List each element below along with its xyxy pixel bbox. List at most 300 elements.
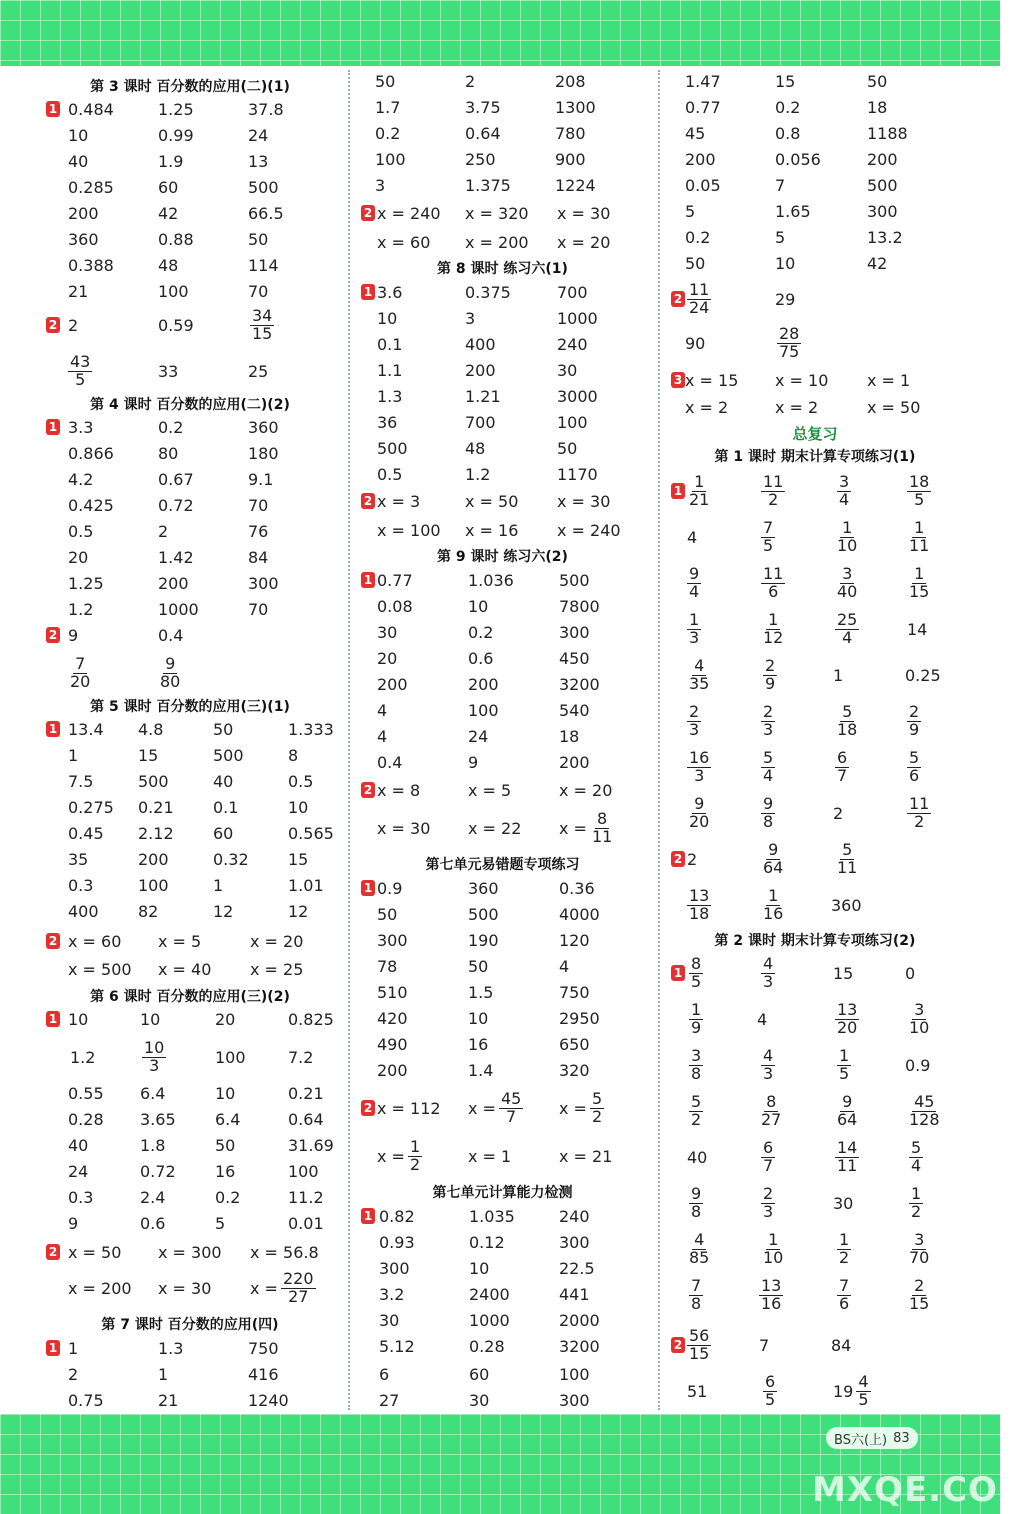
answer-row xyxy=(355,172,650,198)
answer-text: 1.375 xyxy=(465,175,511,195)
denominator: 64 xyxy=(763,857,784,877)
answer-cell xyxy=(377,200,441,226)
answer-cell xyxy=(685,250,705,276)
answer-text: x = 1 xyxy=(867,370,911,390)
answer-text: 0.3 xyxy=(68,1187,94,1207)
answer-text: 1170 xyxy=(557,464,598,484)
denominator: 128 xyxy=(909,1109,940,1129)
numerator: 13 xyxy=(837,999,858,1019)
answer-cell xyxy=(867,146,898,172)
answer-cell xyxy=(867,172,898,198)
numerator: 2 xyxy=(909,701,920,721)
answer-text: 48 xyxy=(465,438,486,458)
answer-cell xyxy=(377,1133,422,1179)
answer-row xyxy=(355,927,650,953)
answer-cell xyxy=(559,671,600,697)
answer-cell xyxy=(685,146,716,172)
answer-cell xyxy=(469,1387,489,1413)
answer-cell xyxy=(559,1031,590,1057)
section-heading: 第 7 课时 百分数的应用(四) xyxy=(101,1317,279,1333)
answer-cell xyxy=(555,172,596,198)
answer-cell xyxy=(158,956,211,982)
answer-row xyxy=(355,279,650,305)
answer-cell xyxy=(559,979,590,1005)
numerator: 6 xyxy=(837,747,848,767)
answer-cell xyxy=(763,1368,777,1414)
answer-text: 0.93 xyxy=(379,1232,415,1252)
answer-row xyxy=(665,790,965,836)
fraction xyxy=(761,517,775,555)
denominator: 70 xyxy=(909,1247,930,1267)
answer-cell xyxy=(375,146,406,172)
answer-cell xyxy=(559,1203,590,1229)
answer-cell xyxy=(68,1335,78,1361)
answer-row xyxy=(355,120,650,146)
answer-cell xyxy=(837,1226,851,1272)
answer-text: 0.275 xyxy=(68,797,114,817)
denominator: 64 xyxy=(837,1109,858,1129)
answer-cell xyxy=(867,94,887,120)
numerator: 1 xyxy=(409,1136,421,1156)
answer-text: 100 xyxy=(468,700,499,720)
answer-text: 60 xyxy=(213,823,234,843)
answer-row xyxy=(355,1387,650,1413)
answer-cell xyxy=(775,94,800,120)
answer-row xyxy=(355,94,650,120)
answer-row xyxy=(665,950,965,996)
answer-row xyxy=(665,1272,965,1318)
answer-cell xyxy=(837,1042,851,1088)
answer-cell xyxy=(68,278,88,304)
answer-cell xyxy=(835,560,859,606)
page-number: 83 xyxy=(893,1430,910,1446)
answer-row xyxy=(40,1361,340,1387)
answer-cell xyxy=(250,1265,316,1311)
fraction xyxy=(689,999,703,1037)
answer-cell xyxy=(375,68,395,94)
fraction xyxy=(837,1045,851,1083)
answer-cell xyxy=(685,367,738,393)
answer-text: 2 xyxy=(833,803,844,823)
answer-text: 0.55 xyxy=(68,1083,104,1103)
answer-text: 37.8 xyxy=(248,99,284,119)
answer-text: 0.08 xyxy=(377,596,413,616)
answer-text: 1 xyxy=(833,665,844,685)
fraction xyxy=(907,1091,942,1129)
answer-row xyxy=(40,1239,340,1265)
answer-text: 200 xyxy=(377,1060,408,1080)
answer-cell xyxy=(759,1088,783,1134)
answer-cell xyxy=(687,652,711,698)
answer-cell xyxy=(68,440,114,466)
fraction xyxy=(761,701,775,739)
answer-cell xyxy=(775,146,821,172)
answer-text: 10 xyxy=(68,125,89,145)
answer-text: 12 xyxy=(213,901,234,921)
answer-text: 500 xyxy=(559,570,590,590)
answer-text: 13.4 xyxy=(68,719,104,739)
numerator: 11 xyxy=(909,793,930,813)
answer-text: 15 xyxy=(775,71,796,91)
answer-text: x = 1 xyxy=(468,1146,512,1166)
answer-cell xyxy=(777,320,801,366)
answer-cell xyxy=(465,357,496,383)
answer-row xyxy=(355,357,650,383)
answer-cell xyxy=(68,898,99,924)
answer-row xyxy=(665,1088,965,1134)
answer-cell xyxy=(288,716,334,742)
numerator: 3 xyxy=(842,563,853,583)
answer-text: 80 xyxy=(158,443,179,463)
answer-text: 2 xyxy=(68,1364,79,1384)
answer-row xyxy=(40,1006,340,1032)
answer-cell xyxy=(68,794,114,820)
answer-text: 0.5 xyxy=(68,521,94,541)
answer-text: x = 21 xyxy=(559,1146,613,1166)
numerator: 2 xyxy=(763,701,774,721)
answer-text: 416 xyxy=(248,1364,279,1384)
answer-cell xyxy=(468,1005,488,1031)
answer-text: 3000 xyxy=(557,386,598,406)
answer-cell xyxy=(557,229,610,255)
answer-text: 60 xyxy=(158,177,179,197)
answer-row xyxy=(355,68,650,94)
answer-text: x = 30 xyxy=(557,203,611,223)
answer-cell xyxy=(757,996,767,1042)
answer-text: 0.9 xyxy=(905,1055,931,1075)
answer-text: 25 xyxy=(248,361,269,381)
answer-cell xyxy=(559,1133,612,1179)
answer-cell xyxy=(68,742,78,768)
answer-cell xyxy=(377,1031,408,1057)
answer-text: x = 60 xyxy=(377,232,431,252)
answer-cell xyxy=(468,723,488,749)
fraction xyxy=(907,563,931,601)
answer-text: 35 xyxy=(68,849,89,869)
answer-text: 300 xyxy=(377,930,408,950)
answer-text: 1.47 xyxy=(685,71,721,91)
fraction xyxy=(835,701,859,739)
numerator: 2 xyxy=(765,655,776,675)
answer-text: 6.4 xyxy=(140,1083,166,1103)
denominator: 3 xyxy=(763,1063,774,1083)
answer-text: 50 xyxy=(375,71,396,91)
answer-cell xyxy=(835,698,859,744)
answer-cell xyxy=(559,567,590,593)
answer-row xyxy=(665,1322,965,1368)
numerator: 3 xyxy=(914,1229,925,1249)
answer-cell xyxy=(138,820,174,846)
answer-cell xyxy=(158,622,183,648)
answer-row xyxy=(665,120,965,146)
answer-text: 66.5 xyxy=(248,203,284,223)
fraction xyxy=(761,471,785,509)
answer-text: 100 xyxy=(288,1161,319,1181)
answer-cell xyxy=(158,252,178,278)
page-footer xyxy=(826,1427,918,1449)
answer-row xyxy=(40,278,340,304)
answer-cell xyxy=(907,790,931,836)
answer-text: 16 xyxy=(468,1034,489,1054)
answer-row xyxy=(355,593,650,619)
answer-text: 10 xyxy=(775,253,796,273)
answer-cell xyxy=(68,1106,104,1132)
answer-text: 1.1 xyxy=(377,360,403,380)
answer-cell xyxy=(559,1085,604,1131)
answer-cell xyxy=(835,1134,859,1180)
answer-row xyxy=(665,276,965,322)
answer-text: 9 xyxy=(468,752,479,772)
answer-cell xyxy=(377,305,397,331)
answer-text: 30 xyxy=(833,1193,854,1213)
answer-text: 10 xyxy=(377,308,398,328)
numerator: 1 xyxy=(839,1229,850,1249)
answer-cell xyxy=(375,120,400,146)
answer-cell xyxy=(689,1272,703,1318)
fraction xyxy=(590,1088,604,1126)
answer-text: 40 xyxy=(687,1147,708,1167)
answer-cell xyxy=(468,1085,523,1131)
answer-row xyxy=(665,996,965,1042)
answer-text: 4 xyxy=(757,1009,768,1029)
answer-cell xyxy=(907,468,931,514)
answer-cell xyxy=(468,1057,493,1083)
answer-cell xyxy=(68,820,104,846)
answer-cell xyxy=(761,606,785,652)
answer-text: 360 xyxy=(831,895,862,915)
answer-cell xyxy=(469,1361,489,1387)
answer-cell xyxy=(557,200,610,226)
answer-text: 0.056 xyxy=(775,149,821,169)
answer-cell xyxy=(687,468,711,514)
answer-text: 120 xyxy=(559,930,590,950)
fraction xyxy=(687,885,711,923)
answer-cell xyxy=(833,950,853,996)
denominator: 6 xyxy=(839,1293,850,1313)
answer-text: x = 16 xyxy=(465,520,519,540)
numerator: 4 xyxy=(858,1371,869,1391)
denominator: 2 xyxy=(691,1109,702,1129)
answer-cell xyxy=(68,596,93,622)
answer-cell xyxy=(775,224,785,250)
answer-cell xyxy=(68,492,114,518)
answer-cell xyxy=(761,1042,775,1088)
answer-text: 33 xyxy=(158,361,179,381)
answer-text: 3200 xyxy=(559,674,600,694)
answer-row xyxy=(355,146,650,172)
answer-text: 300 xyxy=(559,1390,590,1410)
answer-cell xyxy=(907,1272,931,1318)
numerator: 1 xyxy=(914,563,925,583)
answer-row xyxy=(665,367,965,393)
answer-text: 3.2 xyxy=(379,1284,405,1304)
answer-cell xyxy=(377,875,402,901)
fraction xyxy=(763,655,777,693)
answer-cell xyxy=(158,1239,222,1265)
answer-cell xyxy=(905,652,941,698)
answer-text: 100 xyxy=(215,1047,246,1067)
answer-text: 0.2 xyxy=(375,123,401,143)
question-number-badge: 2 xyxy=(361,205,375,221)
answer-text: 19 xyxy=(833,1381,854,1401)
answer-row xyxy=(355,645,650,671)
answer-cell xyxy=(469,1281,510,1307)
denominator: 21 xyxy=(689,489,710,509)
answer-text: 200 xyxy=(685,149,716,169)
answer-cell xyxy=(907,1226,931,1272)
answer-text: 510 xyxy=(377,982,408,1002)
answer-cell xyxy=(555,94,596,120)
fraction xyxy=(907,747,921,785)
answer-row xyxy=(40,846,340,872)
numerator: 5 xyxy=(691,1091,702,1111)
answer-cell xyxy=(685,120,705,146)
answer-text: 300 xyxy=(559,622,590,642)
answer-text: 1.3 xyxy=(158,1338,184,1358)
answer-cell xyxy=(559,777,612,803)
answer-text: 2 xyxy=(68,315,79,335)
answer-cell xyxy=(68,1158,88,1184)
answer-cell xyxy=(68,1387,104,1413)
answer-text: 36 xyxy=(377,412,398,432)
answer-row xyxy=(665,836,965,882)
answer-cell xyxy=(68,414,93,440)
answer-text: 450 xyxy=(559,648,590,668)
answer-cell xyxy=(685,172,721,198)
numerator: 9 xyxy=(842,1091,853,1111)
answer-row xyxy=(40,544,340,570)
answer-text: 50 xyxy=(377,904,398,924)
answer-cell xyxy=(465,383,501,409)
answer-cell xyxy=(761,468,785,514)
answer-cell xyxy=(867,250,887,276)
denominator: 18 xyxy=(837,719,858,739)
answer-text: 750 xyxy=(559,982,590,1002)
answer-row xyxy=(40,252,340,278)
answer-row xyxy=(355,671,650,697)
answer-text: 22.5 xyxy=(559,1258,595,1278)
numerator: 7 xyxy=(839,1275,850,1295)
answer-text: 7 xyxy=(775,175,786,195)
denominator: 11 xyxy=(837,857,858,877)
numerator: 6 xyxy=(763,1137,774,1157)
answer-cell xyxy=(288,768,313,794)
question-number-badge: 3 xyxy=(671,372,685,388)
answer-row xyxy=(665,1226,965,1272)
answer-cell xyxy=(377,979,408,1005)
answer-cell xyxy=(685,68,721,94)
denominator: 8 xyxy=(763,811,774,831)
answer-text: x = 56.8 xyxy=(250,1242,319,1262)
answer-row xyxy=(355,1229,650,1255)
answer-text: 7 xyxy=(759,1335,770,1355)
fraction xyxy=(687,701,701,739)
answer-cell xyxy=(468,777,511,803)
answer-cell xyxy=(158,174,178,200)
numerator: 5 xyxy=(763,747,774,767)
denominator: 5 xyxy=(839,1063,850,1083)
answer-text: 0.1 xyxy=(377,334,403,354)
answer-row xyxy=(665,250,965,276)
answer-cell xyxy=(559,875,595,901)
numerator: 11 xyxy=(689,279,710,299)
denominator: 11 xyxy=(909,535,930,555)
denominator: 4 xyxy=(839,489,850,509)
answer-text: 500 xyxy=(213,745,244,765)
answer-text: x = 22 xyxy=(468,818,522,838)
answer-text: 5 xyxy=(775,227,786,247)
denominator: 8 xyxy=(691,1201,702,1221)
answer-row xyxy=(355,1085,650,1131)
answer-cell xyxy=(248,570,279,596)
numerator: 10 xyxy=(144,1037,165,1057)
section-heading: 总复习 xyxy=(792,424,838,443)
question-number-badge: 2 xyxy=(671,1337,685,1353)
answer-cell xyxy=(377,723,387,749)
answer-cell xyxy=(377,805,430,851)
answer-cell xyxy=(158,518,168,544)
answer-text: x = 112 xyxy=(377,1098,441,1118)
answer-row xyxy=(665,146,965,172)
answer-cell xyxy=(559,953,569,979)
answer-cell xyxy=(559,901,600,927)
fraction xyxy=(761,885,785,923)
answer-cell xyxy=(775,394,818,420)
answer-text: 10 xyxy=(468,1008,489,1028)
answer-row xyxy=(355,1281,650,1307)
denominator: 2 xyxy=(768,489,779,509)
fraction xyxy=(250,305,274,343)
answer-text: 200 xyxy=(559,752,590,772)
answer-row xyxy=(40,956,340,982)
answer-text: 5 xyxy=(215,1213,226,1233)
answer-cell xyxy=(468,671,499,697)
answer-cell xyxy=(158,596,199,622)
fraction xyxy=(835,1137,859,1175)
answer-cell xyxy=(158,440,178,466)
answer-text: 0.5 xyxy=(288,771,314,791)
numerator: 8 xyxy=(766,1091,777,1111)
answer-text: 2 xyxy=(158,521,169,541)
numerator: 14 xyxy=(837,1137,858,1157)
answer-cell xyxy=(377,461,402,487)
numerator: 1 xyxy=(768,609,779,629)
answer-row xyxy=(355,1031,650,1057)
answer-cell xyxy=(288,846,308,872)
answer-cell xyxy=(375,94,400,120)
answer-cell xyxy=(835,1088,859,1134)
numerator: 45 xyxy=(500,1088,522,1108)
answer-cell xyxy=(687,836,697,882)
answer-cell xyxy=(833,1180,853,1226)
fraction xyxy=(907,1275,931,1313)
fraction xyxy=(689,953,703,991)
answer-row xyxy=(665,94,965,120)
fraction xyxy=(761,839,785,877)
answer-text: 0.99 xyxy=(158,125,194,145)
answer-cell xyxy=(559,1255,595,1281)
denominator: 35 xyxy=(689,673,710,693)
answer-text: 0.82 xyxy=(379,1206,415,1226)
answer-text: 0.3 xyxy=(68,875,94,895)
answer-text: 500 xyxy=(138,771,169,791)
answer-cell xyxy=(379,1387,399,1413)
answer-cell xyxy=(158,1265,211,1311)
answer-text: 7800 xyxy=(559,596,600,616)
section-heading: 第七单元计算能力检测 xyxy=(432,1185,573,1201)
numerator: 9 xyxy=(763,793,774,813)
answer-text: 0.2 xyxy=(468,622,494,642)
